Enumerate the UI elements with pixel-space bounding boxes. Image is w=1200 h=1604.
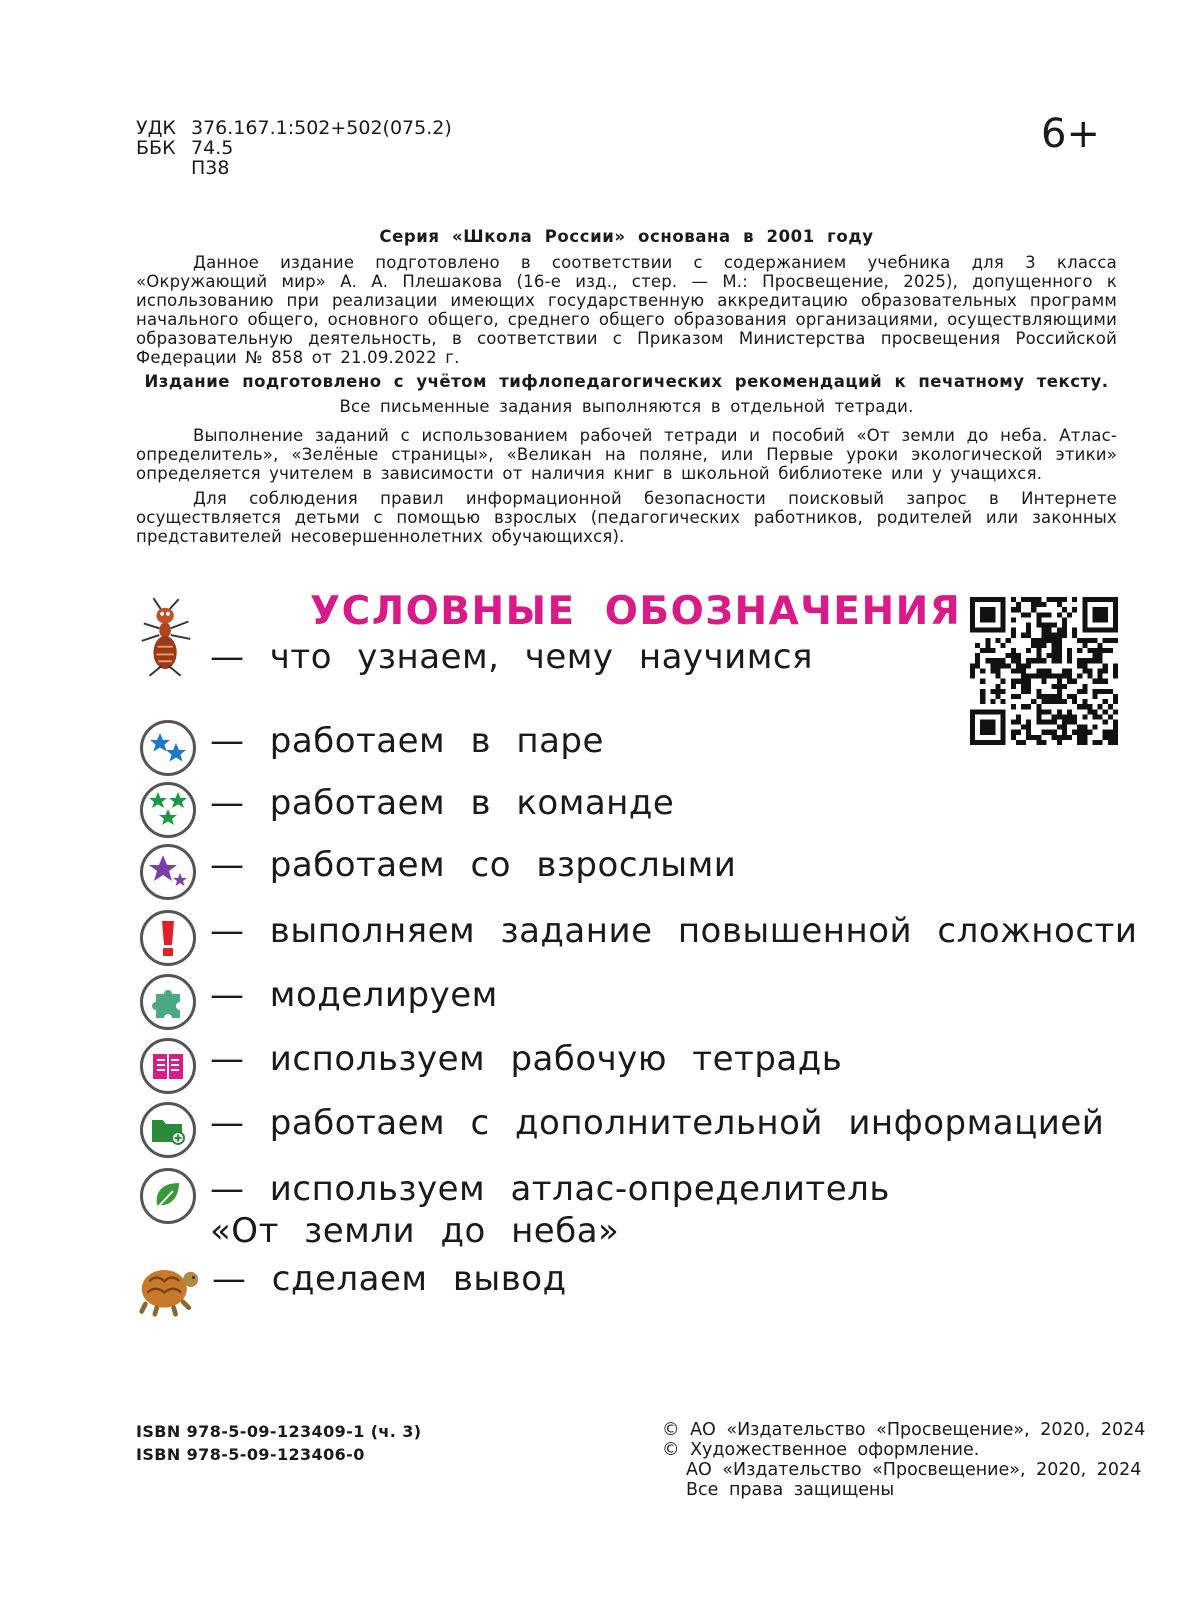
legend-item-learn: [136, 610, 813, 678]
legend-item-model: [136, 970, 498, 1034]
legend-item-adults: [136, 840, 736, 904]
legend-item-atlas: [136, 1164, 890, 1252]
legend-item-hard: [136, 906, 1137, 970]
legend-text-workbook: — используем рабочую тетрадь: [210, 1039, 843, 1079]
edition-paragraph: Данное издание подготовлено в соответствии с содержанием учебника для 3 класса «Окружающий мир» А. А. Плешакова (16-е изд., стер. — М.: Просвещение, 2025), допущенного к использованию при реализации имеющих государственную аккредитацию образовательных программ начального общего, основного общего, среднего общего образования организациями, осуществляющими образовательную деятельность, в соответствии с Приказом Министерства просвещения Российской Федерации № 858 от 21.09.2022 г.: [136, 253, 1117, 367]
udk-row: [136, 118, 452, 138]
legend-text-learn: — что узнаем, чему научимся: [210, 637, 814, 677]
leaf-icon: [140, 1168, 196, 1224]
turtle-icon: [136, 1254, 202, 1318]
legend-item-team: [136, 778, 674, 842]
workbook-icon: [140, 1038, 196, 1094]
bbk-value: 74.5: [191, 137, 234, 159]
copyright-line-3: АО «Издательство «Просвещение», 2020, 2024: [686, 1460, 1142, 1480]
isbn-set: ISBN 978-5-09-123406-0: [136, 1445, 365, 1464]
legend-text-model: — моделируем: [210, 975, 498, 1015]
ant-icon: [136, 610, 200, 674]
isbn-part: ISBN 978-5-09-123409-1 (ч. 3): [136, 1422, 422, 1441]
legend-text-pair: — работаем в паре: [210, 721, 604, 761]
exclamation-icon: [140, 910, 196, 966]
legend-item-conclusion: [136, 1254, 567, 1318]
legend-item-extra: [136, 1098, 1104, 1162]
pair-stars-icon: [140, 720, 196, 776]
legend-item-pair: [136, 716, 604, 780]
age-rating: 6+: [1041, 111, 1100, 157]
qr-code[interactable]: [970, 597, 1118, 745]
bbk-label: ББК: [136, 137, 176, 159]
legend-title: УСЛОВНЫЕ ОБОЗНАЧЕНИЯ: [310, 589, 962, 634]
legend-text-conclusion: — сделаем вывод: [212, 1259, 567, 1299]
copyright-line-2: © Художественное оформление.: [662, 1440, 980, 1460]
author-mark-value: П38: [191, 157, 230, 179]
puzzle-icon: [140, 974, 196, 1030]
legend-item-workbook: [136, 1034, 842, 1098]
team-stars-icon: [140, 782, 196, 838]
written-tasks-note: Все письменные задания выполняются в отдельной тетради.: [339, 397, 914, 416]
legend-text-team: — работаем в команде: [210, 783, 675, 823]
bbk-row: [136, 138, 452, 158]
copyright-block: [662, 1420, 1146, 1500]
udk-value: 376.167.1:502+502(075.2): [191, 117, 452, 139]
legend-text-adults: — работаем со взрослыми: [210, 845, 737, 885]
isbn-block: [136, 1420, 421, 1466]
adult-stars-icon: [140, 844, 196, 900]
copyright-line-1: © АО «Издательство «Просвещение», 2020, 2024: [662, 1420, 1146, 1440]
workbook-paragraph: Выполнение заданий с использованием рабочей тетради и пособий «От земли до неба. Атлас-определитель», «Зелёные страницы», «Великан на поляне, или Первые уроки экологической этики» определяется учителем в зависимости от наличия книг в школьной библиотеке или у учащихся.: [136, 426, 1117, 483]
author-mark-label: [136, 158, 191, 178]
legend-text-extra: — работаем с дополнительной информацией: [210, 1103, 1105, 1143]
classification-codes: [136, 118, 452, 178]
safety-paragraph: Для соблюдения правил информационной безопасности поисковый запрос в Интернете осуществляется детьми с помощью взрослых (педагогических работников, родителей или законных представителей несовершеннолетних обучающихся).: [136, 489, 1117, 546]
legend-text-atlas: — используем атлас-определитель «От земли до неба»: [210, 1169, 890, 1251]
legend-text-hard: — выполняем задание повышенной сложности: [210, 911, 1138, 951]
folder-icon: [140, 1102, 196, 1158]
udk-label: УДК: [136, 117, 176, 139]
series-note: Серия «Школа России» основана в 2001 году: [379, 227, 874, 246]
copyright-line-4: Все права защищены: [686, 1480, 895, 1500]
adaptation-note: Издание подготовлено с учётом тифлопедагогических рекомендаций к печатному тексту.: [144, 372, 1109, 391]
author-mark-row: [136, 158, 452, 178]
